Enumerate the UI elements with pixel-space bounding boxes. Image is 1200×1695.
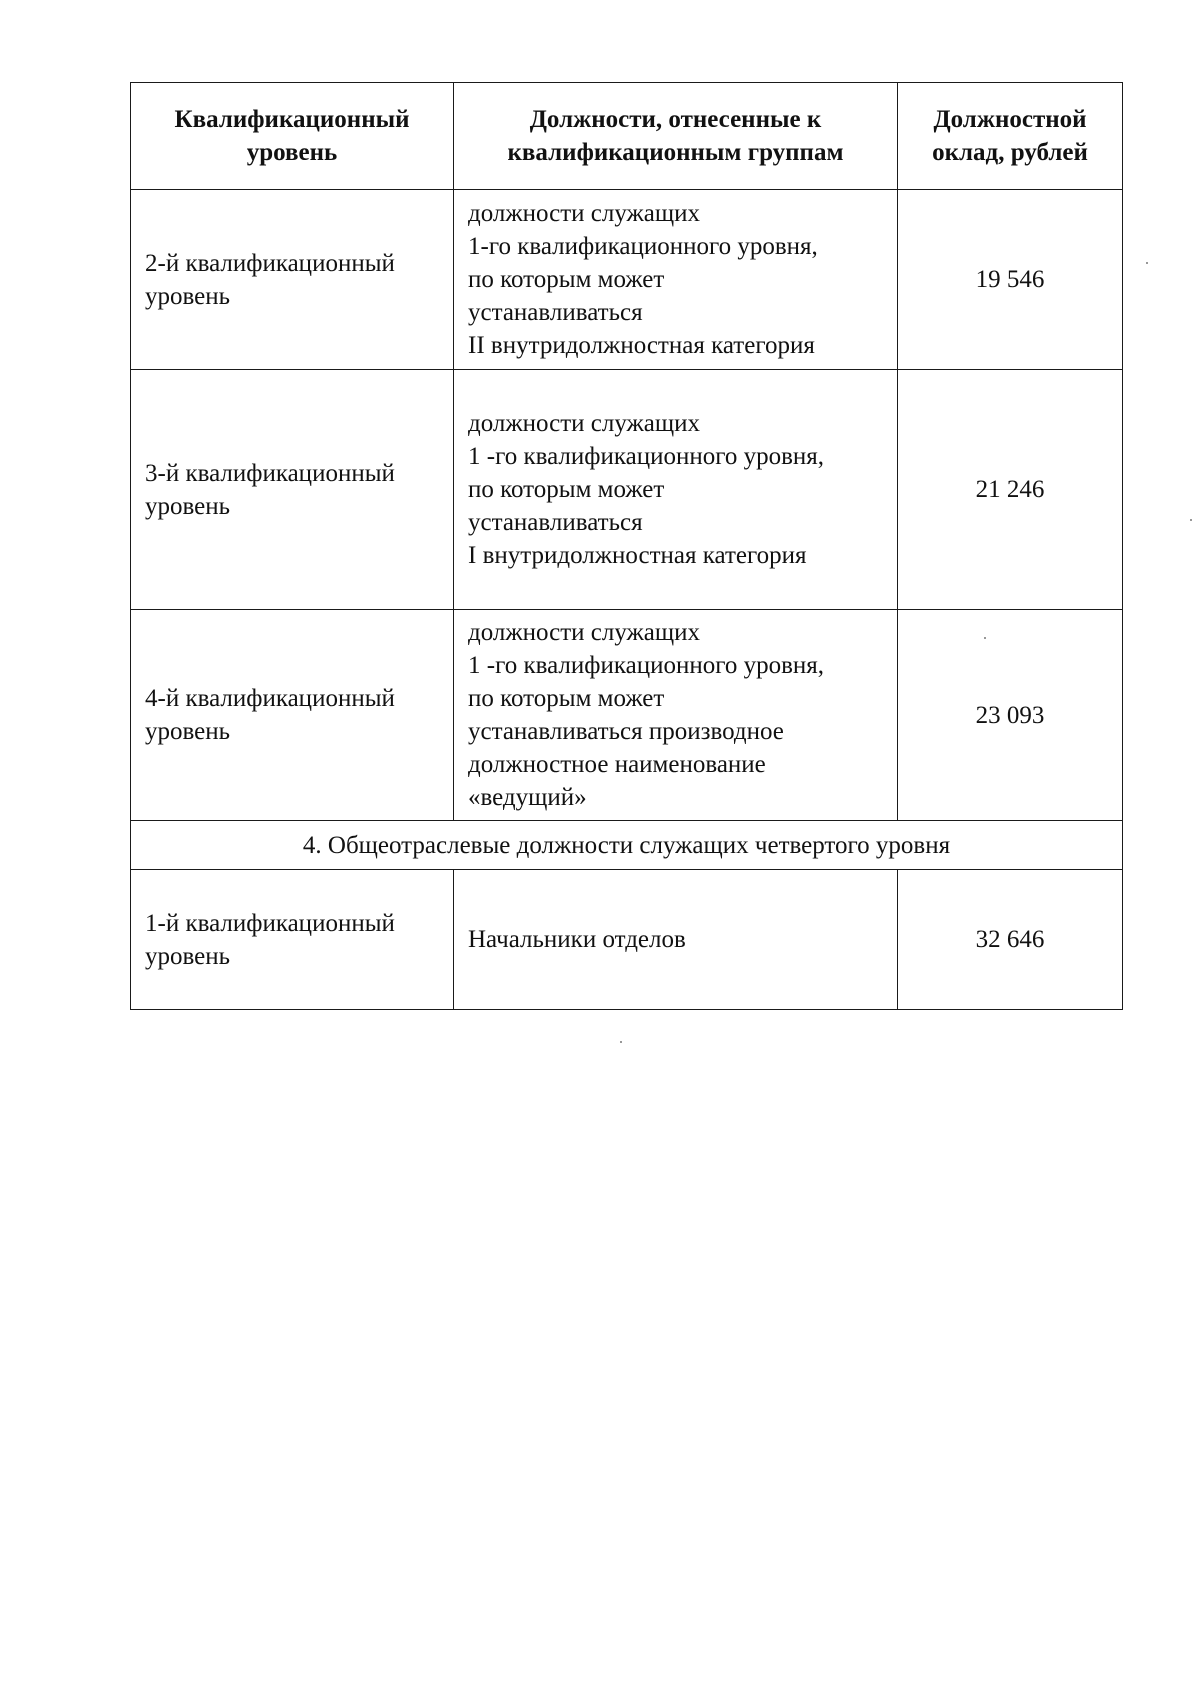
row-positions: должности служащих 1-го квалификационного уровня, по которым может устанавливаться II внутридолжностная категория: [454, 190, 898, 370]
row-salary: 32 646: [898, 870, 1123, 1010]
row-level: 3-й квалификационный уровень: [131, 370, 454, 610]
row-salary: 21 246: [898, 370, 1123, 610]
scan-speck: [620, 1041, 622, 1043]
row-positions: Начальники отделов: [454, 870, 898, 1010]
scan-speck: [984, 637, 986, 639]
row-level: 4-й квалификационный уровень: [131, 610, 454, 821]
table-row: [131, 870, 1123, 1010]
header-salary: Должностной оклад, рублей: [898, 83, 1123, 190]
row-salary: 19 546: [898, 190, 1123, 370]
row-level: 2-й квалификационный уровень: [131, 190, 454, 370]
row-level: 1-й квалификационный уровень: [131, 870, 454, 1010]
table-row: [131, 370, 1123, 610]
row-positions: должности служащих 1 -го квалификационного уровня, по которым может устанавливаться I внутридолжностная категория: [454, 370, 898, 610]
scan-speck: [1146, 262, 1148, 264]
section-header-row: [131, 821, 1123, 870]
table-header-row: [131, 83, 1123, 190]
row-positions: должности служащих 1 -го квалификационного уровня, по которым может устанавливаться производное должностное наименование «ведущий»: [454, 610, 898, 821]
table-row: [131, 610, 1123, 821]
scan-speck: [1190, 519, 1192, 521]
header-positions: Должности, отнесенные к квалификационным группам: [454, 83, 898, 190]
section-title: 4. Общеотраслевые должности служащих четвертого уровня: [131, 821, 1123, 870]
row-salary: 23 093: [898, 610, 1123, 821]
salary-table: [130, 82, 1123, 1010]
header-level: Квалификационный уровень: [131, 83, 454, 190]
table-row: [131, 190, 1123, 370]
